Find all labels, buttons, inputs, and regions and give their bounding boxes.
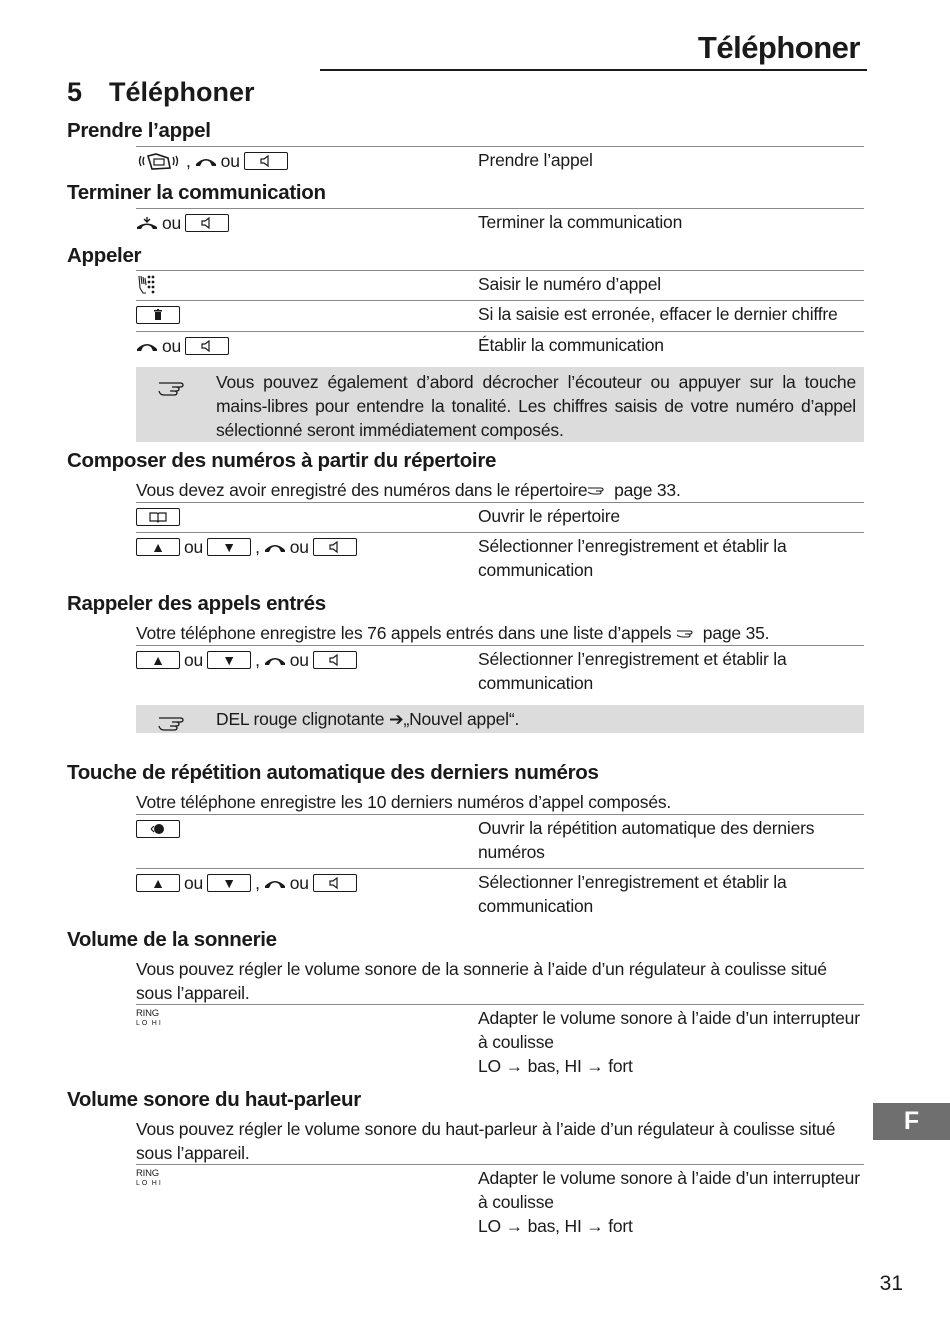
redial-key-icon — [136, 820, 180, 838]
ring-switch-label: RING — [136, 1168, 159, 1179]
or-label: ou — [289, 872, 309, 893]
pointing-hand-icon — [158, 712, 192, 732]
table-row — [136, 300, 864, 331]
ring-switch-lo: LO — [136, 1180, 150, 1187]
ring-switch-label: RING — [136, 1008, 159, 1019]
section-intro — [136, 478, 864, 502]
row-description: Prendre l’appel — [478, 150, 593, 170]
row-description: Ouvrir le répertoire — [478, 506, 620, 526]
description-line: Adapter le volume sonore à l’aide d’un interrupteur à coulisse — [478, 1168, 860, 1212]
table-row — [136, 814, 864, 869]
handset-icon — [136, 339, 158, 353]
ring-switch-icon — [136, 1169, 163, 1188]
handset-icon — [264, 876, 286, 890]
arrow-up-key-icon: ▲ — [136, 538, 180, 556]
row-description: Saisir le numéro d’appel — [478, 274, 661, 294]
table-row — [136, 502, 864, 533]
speaker-key-icon — [313, 651, 357, 669]
handset-hangup-icon — [136, 216, 158, 230]
keys-separator: , — [255, 649, 260, 670]
row-description — [478, 1006, 863, 1078]
table-row — [136, 1164, 864, 1245]
ring-switch-hi: HI — [151, 1180, 163, 1187]
header-rule — [320, 69, 867, 71]
arrow-up-key-icon: ▲ — [136, 874, 180, 892]
pointing-hand-icon — [587, 485, 609, 497]
section-title-speaker: Volume sonore du haut-parleur — [67, 1088, 361, 1111]
description-line: LO → bas, HI → fort — [478, 1056, 633, 1076]
pointing-hand-icon — [158, 377, 192, 397]
note-quote: „Nouvel appel“. — [403, 709, 520, 729]
section-title-end: Terminer la communication — [67, 181, 326, 204]
section-title-answer: Prendre l’appel — [67, 119, 211, 142]
ringing-phone-icon — [136, 150, 182, 172]
arrow-up-key-icon: ▲ — [136, 651, 180, 669]
keys-separator: , — [255, 536, 260, 557]
handset-icon — [195, 154, 217, 168]
intro-text: Vous devez avoir enregistré des numéros dans le répertoire — [136, 480, 588, 500]
or-label: ou — [184, 649, 204, 670]
note-led-text: DEL rouge clignotante — [216, 709, 389, 729]
table-row — [136, 532, 864, 593]
section-title-ringer: Volume de la sonnerie — [67, 928, 277, 951]
row-description: Établir la communication — [478, 335, 664, 355]
keypad-dial-icon — [136, 274, 158, 296]
or-label: ou — [162, 212, 182, 233]
speaker-key-icon — [313, 874, 357, 892]
ring-switch-icon — [136, 1009, 163, 1028]
intro-page-ref: page 33. — [609, 480, 681, 500]
section-title-phonebook: Composer des numéros à partir du répertoire — [67, 449, 497, 472]
table-row — [136, 208, 864, 239]
section-title-call: Appeler — [67, 244, 142, 267]
page-number: 31 — [879, 1272, 903, 1295]
keys-separator: , — [186, 150, 191, 171]
keys-separator: , — [255, 872, 260, 893]
speaker-key-icon — [185, 337, 229, 355]
table-row — [136, 645, 864, 701]
row-description: Si la saisie est erronée, effacer le dernier chiffre — [478, 304, 838, 324]
arrow-down-key-icon: ▼ — [207, 538, 251, 556]
or-label: ou — [162, 335, 182, 356]
row-description: Terminer la communication — [478, 212, 683, 232]
phonebook-key-icon — [136, 508, 180, 526]
section-intro — [136, 621, 864, 645]
note-text — [216, 707, 856, 731]
or-label: ou — [220, 150, 240, 171]
note-text: Vous pouvez également d’abord décrocher l’écouteur ou appuyer sur la touche mains-libres pour entendre la tonalité. Les chiffres saisis de votre numéro d’appel sélectionné seront immédiatement composés. — [216, 372, 856, 440]
intro-text: Votre téléphone enregistre les 76 appels entrés dans une liste d’appels — [136, 623, 677, 643]
table-row — [136, 331, 864, 364]
ring-switch-hi: HI — [151, 1020, 163, 1027]
section-intro: Vous pouvez régler le volume sonore du haut-parleur à l’aide d’un régulateur à coulisse situé sous l’appareil. — [136, 1119, 836, 1163]
arrow-down-key-icon: ▼ — [207, 874, 251, 892]
table-row — [136, 868, 864, 927]
speaker-key-icon — [185, 214, 229, 232]
language-tab: F — [873, 1103, 950, 1140]
chapter-title-text: Téléphoner — [109, 77, 255, 107]
pointing-hand-icon — [676, 628, 698, 640]
or-label: ou — [184, 872, 204, 893]
arrow-down-key-icon: ▼ — [207, 651, 251, 669]
arrow-right-icon: ➔ — [388, 709, 404, 729]
note-box — [136, 367, 864, 442]
section-title-redial: Touche de répétition automatique des derniers numéros — [67, 761, 599, 784]
page-header-title: Téléphoner — [697, 30, 860, 65]
intro-page-ref: page 35. — [698, 623, 770, 643]
handset-icon — [264, 540, 286, 554]
section-intro: Vous pouvez régler le volume sonore de la sonnerie à l’aide d’un régulateur à coulisse situé sous l’appareil. — [136, 959, 827, 1003]
table-row — [136, 146, 864, 177]
row-description: Sélectionner l’enregistrement et établir la communication — [478, 872, 787, 916]
row-description: Sélectionner l’enregistrement et établir la communication — [478, 536, 787, 580]
table-row — [136, 1004, 864, 1085]
speaker-key-icon — [313, 538, 357, 556]
or-label: ou — [289, 536, 309, 557]
description-line: Adapter le volume sonore à l’aide d’un interrupteur à coulisse — [478, 1008, 860, 1052]
row-description — [478, 1166, 863, 1238]
chapter-title — [67, 77, 255, 108]
row-description: Ouvrir la répétition automatique des derniers numéros — [478, 818, 815, 862]
delete-key-icon — [136, 306, 180, 324]
note-box — [136, 705, 864, 733]
row-description: Sélectionner l’enregistrement et établir la communication — [478, 649, 787, 693]
description-line: LO → bas, HI → fort — [478, 1216, 633, 1236]
chapter-number: 5 — [67, 77, 83, 107]
table-row — [136, 270, 864, 301]
or-label: ou — [289, 649, 309, 670]
handset-icon — [264, 653, 286, 667]
ring-switch-lo: LO — [136, 1020, 150, 1027]
or-label: ou — [184, 536, 204, 557]
section-title-callback: Rappeler des appels entrés — [67, 592, 326, 615]
section-intro: Votre téléphone enregistre les 10 derniers numéros d’appel composés. — [136, 792, 672, 812]
speaker-key-icon — [244, 152, 288, 170]
